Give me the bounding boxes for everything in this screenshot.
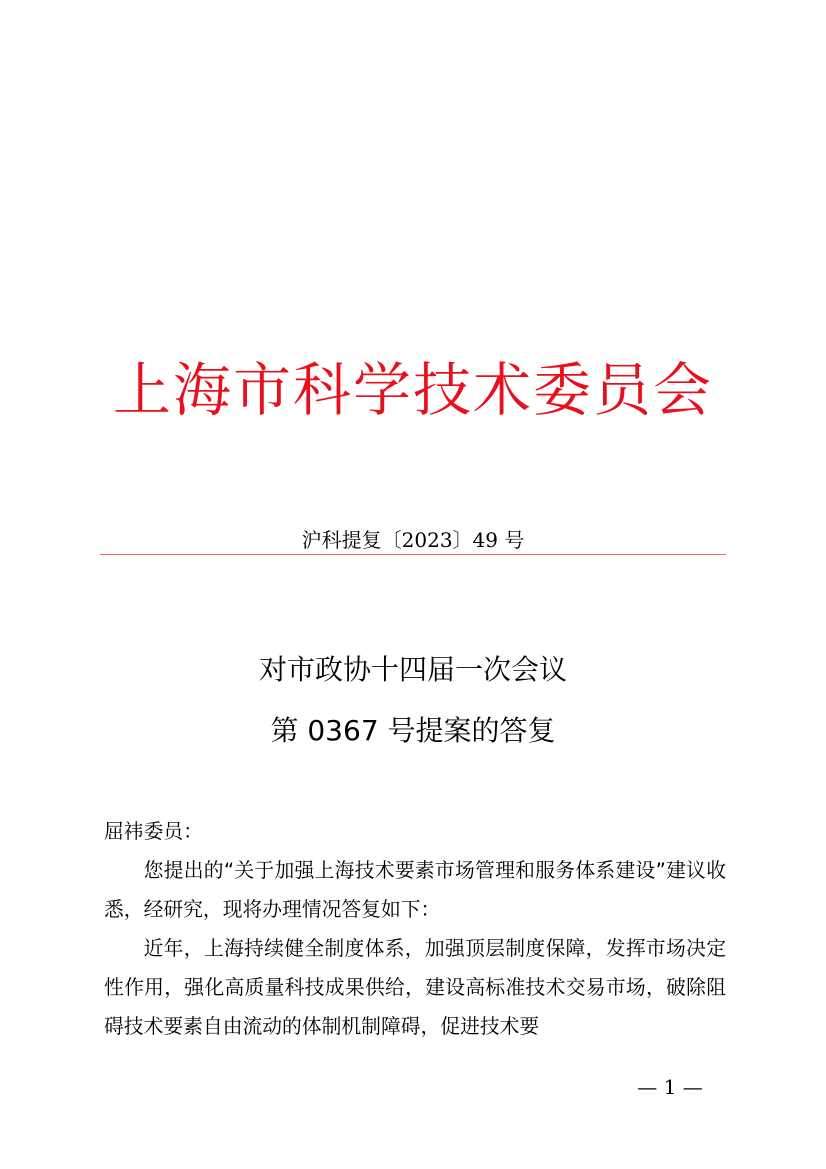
body-paragraph-2: 近年，上海持续健全制度体系，加强顶层制度保障，发挥市场决定性作用，强化高质量科技成果供给，建设高标准技术交易市场，破除阻碍技术要素自由流动的体制机制障碍，促进技术要	[104, 937, 726, 1038]
document-title-line-1: 对市政协十四届一次会议	[258, 653, 567, 686]
salutation: 屈祎委员：	[104, 820, 203, 843]
document-title-line-2: 第 0367 号提案的答复	[270, 714, 556, 747]
header-divider-rule	[100, 554, 726, 555]
document-number: 沪科提复〔2023〕49 号	[301, 528, 525, 552]
issuing-organization-header: 上海市科学技术委员会	[112, 356, 713, 424]
body-paragraph-1: 您提出的“关于加强上海技术要素市场管理和服务体系建设”建议收悉，经研究，现将办理情况答复如下：	[104, 859, 726, 921]
page-number: — 1 —	[637, 1075, 703, 1099]
